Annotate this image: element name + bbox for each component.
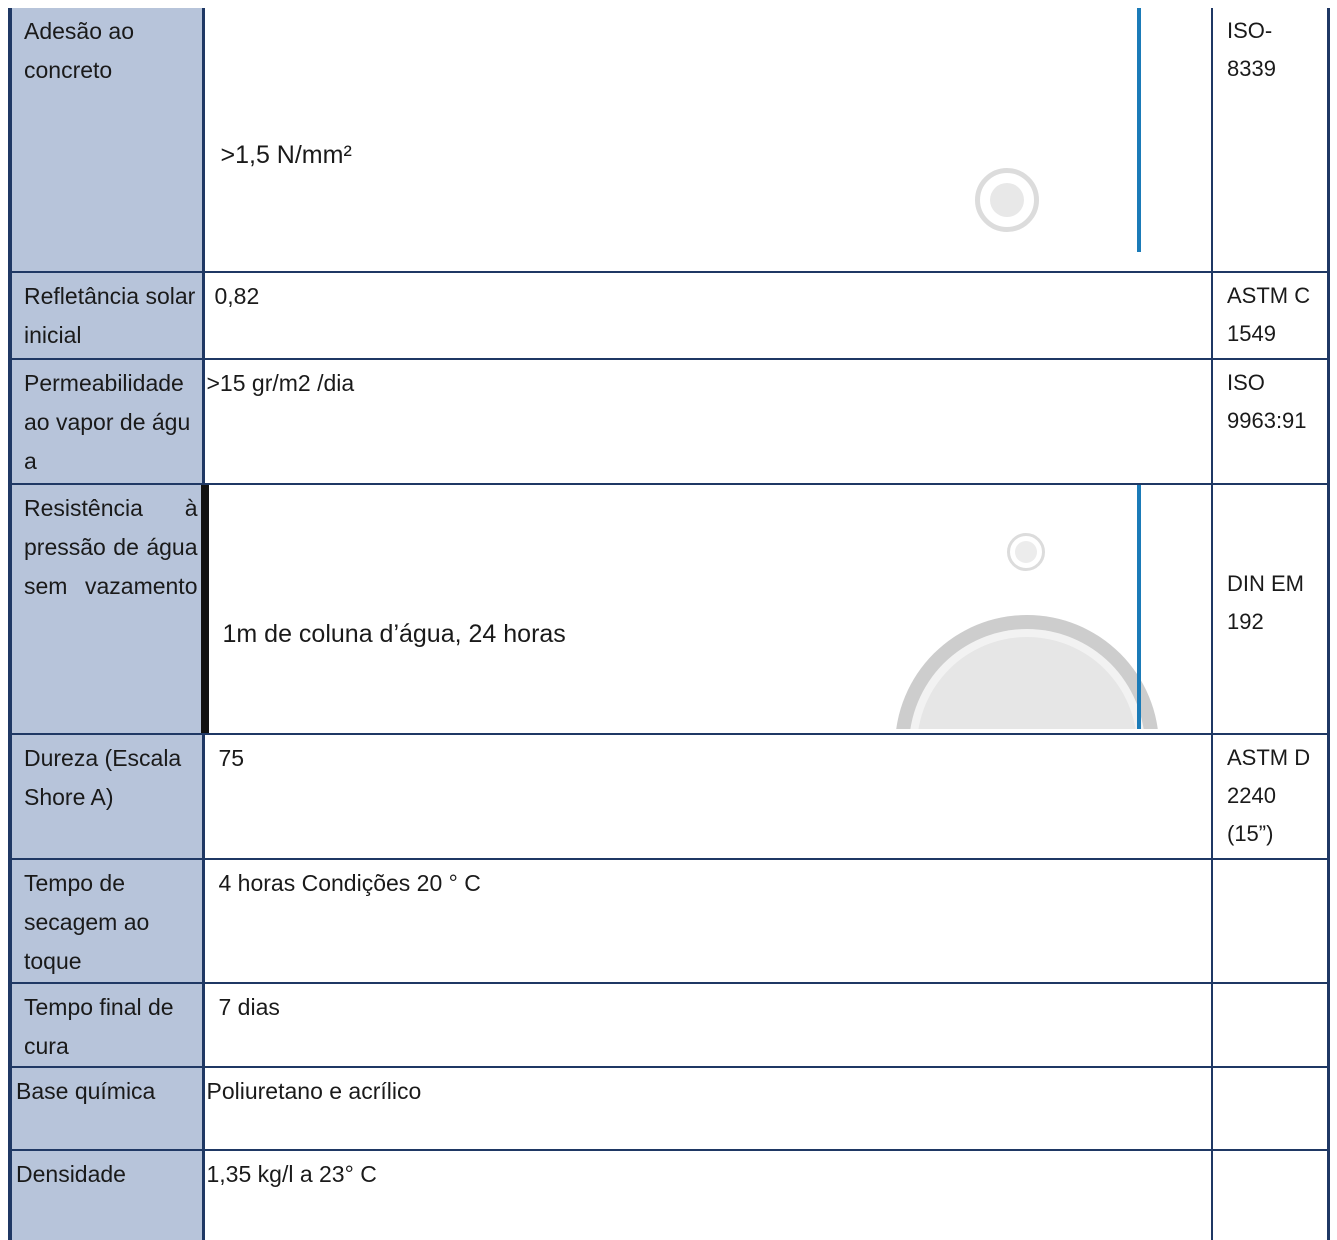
table-row <box>10 484 1328 734</box>
value-cell <box>203 272 1212 359</box>
norm-line: 192 <box>1227 608 1264 634</box>
table-row <box>10 8 1328 272</box>
norm-line: ISO- <box>1227 18 1273 43</box>
norm-cell <box>1212 983 1328 1067</box>
property-label: Tempo de secagem ao toque <box>24 870 150 975</box>
norm-line: 8339 <box>1227 55 1276 81</box>
dark-rule <box>201 485 209 733</box>
value-text: 75 <box>218 745 245 771</box>
property-cell <box>10 484 203 734</box>
value-cell <box>203 1067 1212 1150</box>
value-text: 7 dias <box>218 994 280 1020</box>
property-cell <box>10 272 203 359</box>
norm-cell <box>1212 359 1328 484</box>
property-cell <box>10 983 203 1067</box>
norm-line: 1549 <box>1227 320 1276 346</box>
property-label: Resistência à pressão de água sem vazamento <box>24 495 198 600</box>
table-row <box>10 1150 1328 1240</box>
norm-cell <box>1212 272 1328 359</box>
property-cell <box>10 359 203 484</box>
property-label: Refletância solar inicial <box>24 283 196 349</box>
norm-line: 2240 <box>1227 782 1276 808</box>
norm-cell <box>1212 484 1328 734</box>
value-text: Poliuretano e acrílico <box>206 1078 422 1105</box>
norm-line: 9963:91 <box>1227 407 1307 433</box>
norm-line: ISO <box>1227 370 1265 395</box>
property-label: Dureza (Escala Shore A) <box>24 745 182 811</box>
value-text: 4 horas Condições 20 ° C <box>218 870 481 896</box>
property-label: Base química <box>16 1078 156 1105</box>
value-cell <box>203 359 1212 484</box>
value-text: >1,5 N/mm² <box>220 141 352 169</box>
norm-line: ASTM C <box>1227 283 1311 308</box>
table-row <box>10 359 1328 484</box>
value-cell <box>203 859 1212 983</box>
value-cell <box>203 734 1212 859</box>
property-cell <box>10 734 203 859</box>
property-cell <box>10 1150 203 1240</box>
value-cell <box>203 484 1212 734</box>
value-text: 0,82 <box>214 283 260 309</box>
value-text: >15 gr/m2 /dia <box>206 370 355 396</box>
norm-cell <box>1212 859 1328 983</box>
property-label: Densidade <box>16 1161 126 1188</box>
property-cell <box>10 1067 203 1150</box>
property-label: Tempo final de cura <box>24 994 174 1060</box>
norm-line: ASTM D <box>1227 745 1311 770</box>
decorative-circle-inner <box>990 183 1024 217</box>
table-row <box>10 1067 1328 1150</box>
property-label: Permeabilidade ao vapor de água <box>24 370 191 475</box>
norm-cell <box>1212 1150 1328 1240</box>
value-cell <box>203 1150 1212 1240</box>
norm-cell <box>1212 734 1328 859</box>
table-row <box>10 734 1328 859</box>
norm-line: DIN EM <box>1227 571 1304 596</box>
norm-cell <box>1212 8 1328 272</box>
norm-line: (15”) <box>1227 820 1274 846</box>
table-row <box>10 859 1328 983</box>
norm-cell <box>1212 1067 1328 1150</box>
property-label: Adesão ao concreto <box>24 18 134 84</box>
table-row <box>10 272 1328 359</box>
value-text: 1,35 kg/l a 23° C <box>206 1161 377 1188</box>
value-cell <box>203 983 1212 1067</box>
property-cell <box>10 859 203 983</box>
table-row <box>10 983 1328 1067</box>
technical-spec-table <box>8 8 1330 1240</box>
value-text: 1m de coluna d’água, 24 horas <box>222 620 566 648</box>
property-cell <box>10 8 203 272</box>
value-cell <box>203 8 1212 272</box>
